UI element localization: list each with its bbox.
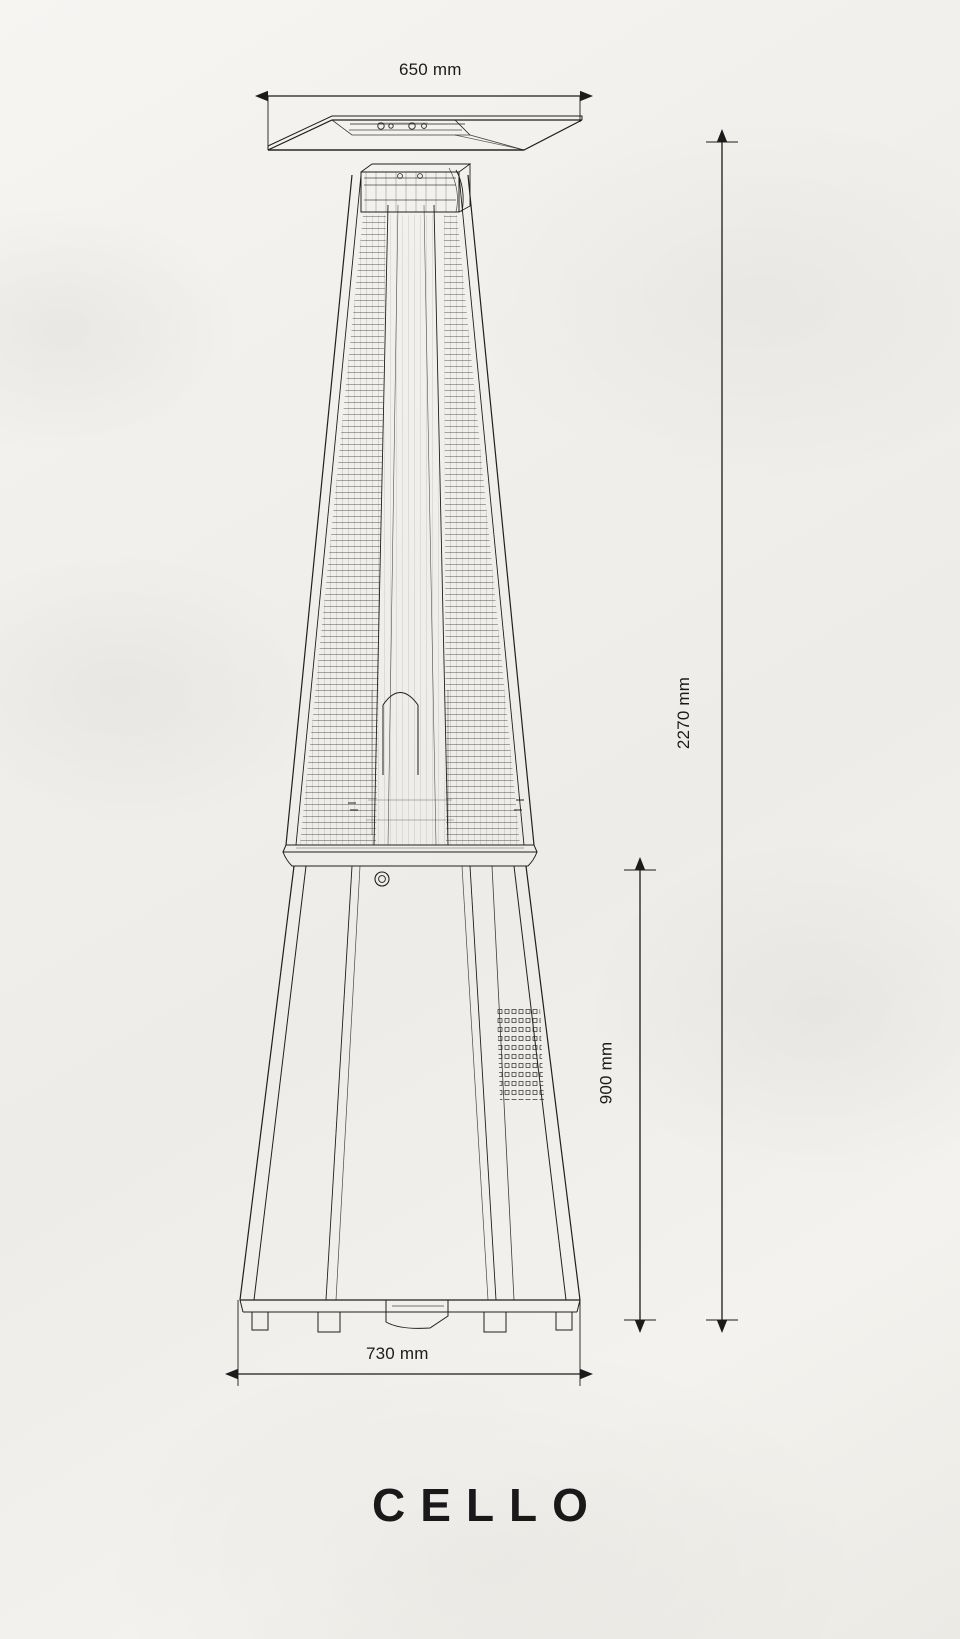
brand-wordmark: CELLO xyxy=(372,1479,603,1531)
dimension-label-total-height: 2270 mm xyxy=(674,676,694,750)
mid-collar xyxy=(283,845,537,886)
dimension-label-base-width: 730 mm xyxy=(366,1344,429,1363)
glass-tube xyxy=(286,175,534,845)
dimension-label-lower-height: 900 mm xyxy=(596,1041,616,1105)
heater-body xyxy=(240,116,582,1332)
base-frame xyxy=(240,866,580,1332)
dimension-label-top-width: 650 mm xyxy=(399,60,462,79)
reflector-hood xyxy=(268,116,582,150)
burner-head xyxy=(361,164,470,212)
